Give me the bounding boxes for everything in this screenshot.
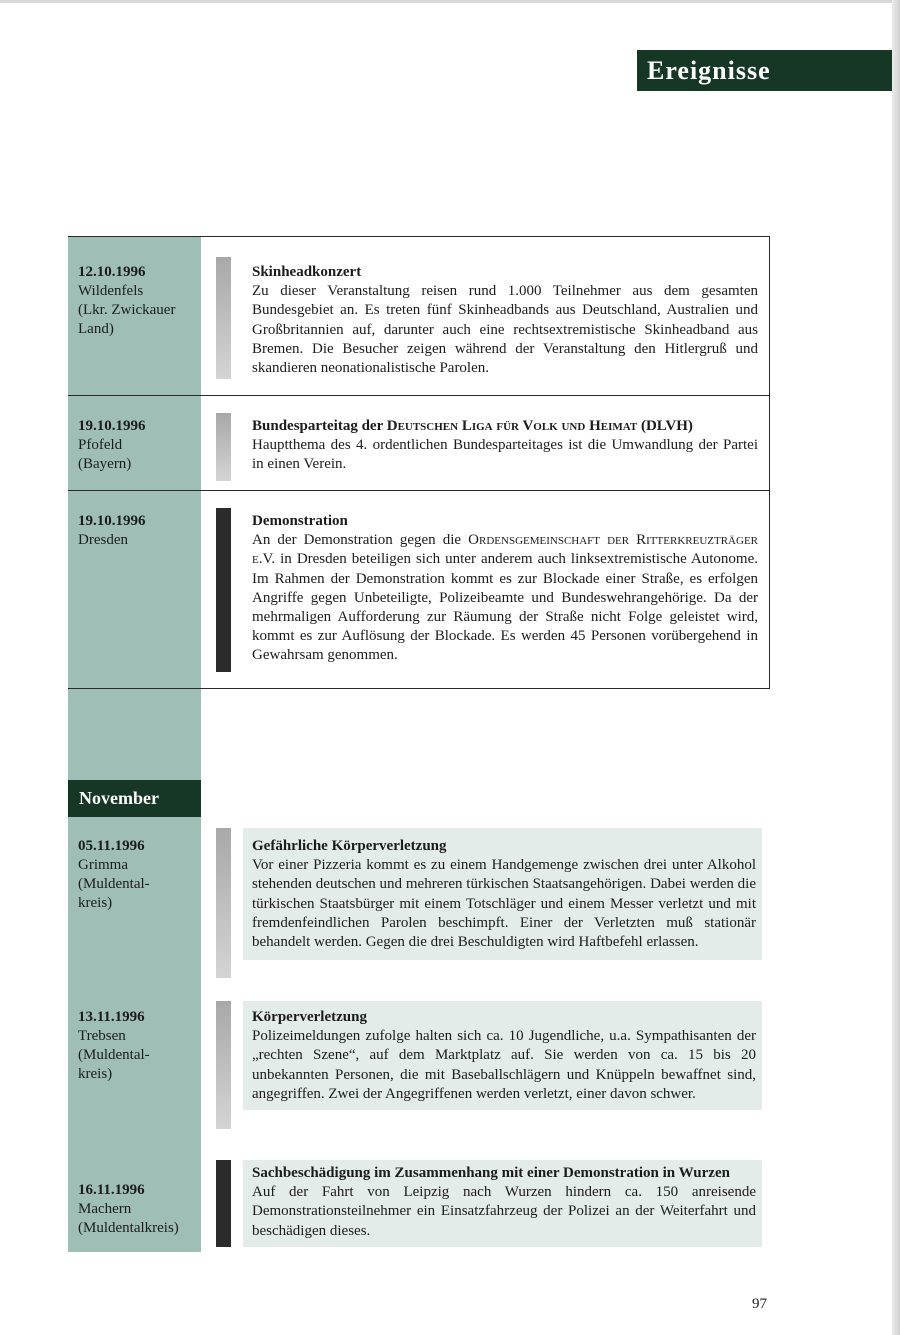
event-place-line: Trebsen <box>78 1028 126 1044</box>
event-place-line: Wildenfels <box>78 283 144 299</box>
event-place-line: Pfofeld <box>78 437 123 453</box>
section-header: Ereignisse <box>637 50 892 91</box>
event-title-suffix: (DLVH) <box>640 418 693 434</box>
event-marker <box>216 413 231 481</box>
event-place-line: Grimma <box>78 857 128 873</box>
event-body: Zu dieser Veranstaltung reisen rund 1.000 Teilnehmer aus dem gesamten Bundesgebiet an. Es treten fünf Skinheadbands aus Deutschland, Australien und Großbritannien auf, darunter auch eine rechtsextremistische Skinheadband aus Bremen. Die Besucher zeigen während der Veranstaltung den Hitlergruß und skandieren neonationalistische Parolen. <box>252 283 758 377</box>
event-place-line: (Muldental- <box>78 876 150 892</box>
event-place-line: Machern <box>78 1201 132 1217</box>
event-place-line: Dresden <box>78 532 128 548</box>
event-place-line: (Muldental- <box>78 1047 150 1063</box>
event-date-place <box>78 417 146 474</box>
event-description <box>252 263 758 378</box>
month-label: November <box>68 780 201 817</box>
event-description <box>243 1001 762 1110</box>
page-top-edge <box>0 0 900 3</box>
event-body: Polizeimeldungen zufolge halten sich ca. 10 Jugendliche, u.a. Sympathisanten der „rechten Szene“, auf dem Marktplatz auf. Sie werden von ca. 15 bis 20 unbekannten Personen, die mit Baseballschlägern und Knüppeln bewaffnet sind, angegriffen. Zwei der Angegriffenen werden verletzt, einer davon schwer. <box>252 1028 756 1102</box>
event-date-place <box>78 1181 179 1238</box>
event-body-prefix: An der Demonstration gegen die <box>252 532 462 549</box>
event-date-place <box>78 512 146 550</box>
event-place-line: (Lkr. Zwickauer <box>78 302 176 318</box>
event-title: Sachbeschädigung im Zusammenhang mit einer Demonstration in Wurzen <box>252 1165 730 1181</box>
event-title-organization: Deutschen Liga für Volk und Heimat <box>386 418 638 434</box>
event-body: in Dresden beteiligen sich unter anderem auch linksextremistische Autonome. Im Rahmen der Demonstration kommt es zur Blockade einer Straße, es erfolgen Angriffe gegen Unbeteiligte, Polizeibeamte und Bundeswehrangehörige. Da der mehrmaligen Aufforderung zur Räumung der Straße nicht Folge geleistet wird, kommt es zur Auflösung der Blockade. Es werden 45 Personen vorübergehend in Gewahrsam genommen. <box>252 551 758 664</box>
event-description <box>243 1160 762 1247</box>
event-marker <box>216 828 231 978</box>
event-place-line: (Bayern) <box>78 456 132 472</box>
event-description <box>243 828 762 960</box>
event-organization: Ordensgemeinschaft der Ritterkreuzträger e.V. <box>252 532 758 568</box>
event-title: Gefährliche Körperverletzung <box>252 838 447 854</box>
event-title: Demonstration <box>252 513 348 529</box>
event-marker <box>216 508 231 672</box>
event-marker <box>216 257 231 379</box>
event-marker <box>216 1160 231 1247</box>
event-date: 05.11.1996 <box>78 838 145 854</box>
page-number: 97 <box>752 1296 767 1312</box>
event-date-place <box>78 1008 150 1084</box>
event-date: 12.10.1996 <box>78 264 146 280</box>
event-title: Körperverletzung <box>252 1009 367 1025</box>
event-title: Skinheadkonzert <box>252 264 362 280</box>
event-date: 16.11.1996 <box>78 1182 145 1198</box>
event-date: 19.10.1996 <box>78 418 146 434</box>
event-date-place <box>78 837 150 913</box>
event-date-place <box>78 263 175 339</box>
event-marker <box>216 1001 231 1129</box>
event-place-line: kreis) <box>78 1066 113 1082</box>
event-title <box>252 417 758 436</box>
event-body: Auf der Fahrt von Leipzig nach Wurzen hindern ca. 150 anreisende Demonstrationsteilnehmer ein Einsatzfahrzeug der Polizei an der Weiterfahrt und beschädigen dieses. <box>252 1184 756 1239</box>
event-date: 13.11.1996 <box>78 1009 145 1025</box>
event-place-line: kreis) <box>78 895 113 911</box>
event-body: Vor einer Pizzeria kommt es zu einem Handgemenge zwischen drei unter Alkohol stehenden deutschen und mehreren türkischen Staatsangehörigen. Dabei werden die türkischen Staatsbürger mit einem Totschläger und einem Messer verletzt und mit fremdenfeindlichen Parolen beschimpft. Einer der Verletzten muß stationär behandelt werden. Gegen die drei Beschuldigten wird Haftbefehl erlassen. <box>252 857 756 951</box>
event-description <box>252 512 758 666</box>
page-right-edge <box>892 0 900 1335</box>
event-date: 19.10.1996 <box>78 513 146 529</box>
event-description <box>252 417 758 475</box>
event-place-line: (Muldentalkreis) <box>78 1220 179 1236</box>
event-title-prefix: Bundesparteitag der <box>252 418 383 434</box>
event-body: Hauptthema des 4. ordentlichen Bundesparteitages ist die Umwandlung der Partei in einen Verein. <box>252 437 758 473</box>
event-place-line: Land) <box>78 321 114 337</box>
